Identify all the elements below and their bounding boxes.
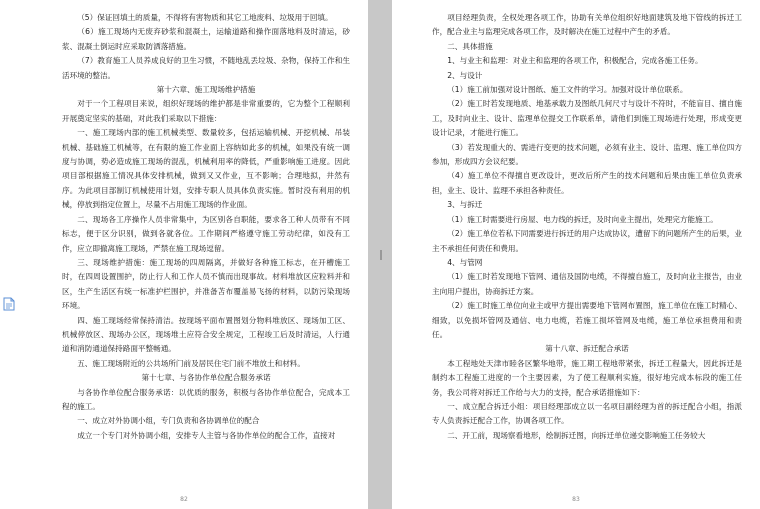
page-gutter-mark: [380, 250, 382, 260]
left-paragraph: 对于一个工程项目来说，组织好现场的维护都是非常重要的，它为整个工程顺利开展奠定坚实的基础，对此我们采取以下措施：: [62, 99, 350, 123]
document-icon[interactable]: [3, 296, 15, 310]
right-paragraph: （2）施工单位若私下同需要进行拆迁的用户达成协议，遭留下的问题所产生的后果，业主不承担任何责任和费用。: [432, 229, 742, 253]
right-paragraph: （2）施工时若发现地质、地基承载力及图纸几何尺寸与设计不符时，不能盲目、擅自施工，及时向业主、设计、监理单位提交工作联系单，请他们到施工现场进行处理，形成变更设计记录，才能进行施工。: [432, 99, 742, 138]
right-paragraph: （1）施工时若发现地下管网、通信及国防电缆，不得擅自施工，及时向业主报告，由业主向用户提出，协商拆迁方案。: [432, 272, 742, 296]
left-paragraph: （7）教育施工人员养成良好的卫生习惯，不随地乱丢垃圾、杂物，保持工作和生活环境的整洁。: [62, 56, 350, 80]
right-chapter-heading: 第十八章、拆迁配合承诺: [545, 344, 629, 354]
left-paragraph: （5）保证回填土的质量，不得将有害物质和其它工地废料、垃圾用于回填。: [77, 13, 333, 22]
left-paragraph: 四、施工现场经常保持清洁。按现场平面布置图划分物料堆放区、现场加工区、机械停放区、现场办公区，现场堆土应符合安全规定，工程竣工后及时清运，人行通道和消防通道保持路面平整畅通。: [62, 315, 350, 354]
right-paragraph: （1）施工前加强对设计图纸、施工文件的学习。加强对设计单位联系。: [447, 85, 688, 95]
left-paragraph: 三、现场维护措施：施工现场的四周隔离，并做好各种施工标志，在开槽施工时，在四周设置围护，防止行人和工作人员不慎而出现事故。材料堆放区应粒料并和区，生产生活区有统一标准护栏围护，并准备苫布覆盖易飞扬的材料，以防污染现场环境。: [62, 257, 350, 311]
right-paragraph: 4、与管网: [447, 257, 483, 267]
right-paragraph: （4）施工单位不得擅自更改设计，更改后所产生的技术问题和后果由施工单位负责承担，业主、设计、监理不承担各种责任。: [432, 171, 742, 195]
right-paragraph: （2）施工时施工单位向业主或甲方提出需要地下管网布置图，施工单位在施工时精心、细致，以免损坏管网及通信、电力电缆，若施工损坏管网及电缆，施工单位承担费用和责任。: [432, 301, 742, 339]
right-paragraph: 本工程地处天津市睦各区繁华地带，施工期工程地带紧张，拆迁工程量大，因此拆迁是制约本工程施工进度的一个主要因素，为了使工程顺利实施，很好地完成本标段的施工任务，我公司将对拆迁工作给与大力的支持，配合承诺措施如下：: [432, 358, 742, 397]
right-paragraph: （1）施工时需要进行房屋、电力线的拆迁，及时向业主提出，处理完方能施工。: [447, 214, 718, 224]
right-paragraph: 二、具体措施: [447, 41, 493, 51]
right-page-number: 83: [572, 496, 580, 503]
right-page-content: [432, 11, 742, 443]
left-page: [0, 0, 368, 509]
left-paragraph: 成立一个专门对外协调小组，安排专人主管与各协作单位的配合工作，直接对: [77, 430, 336, 440]
left-paragraph: 二、现场各工序操作人员非常集中，为区别各自职能，要求各工种人员带有不同标志，便于区分识别，做到各就各位。工作期间严格遵守施工劳动纪律，如没有工作，应立即撤离施工现场，严禁在施工现场逗留。: [62, 214, 350, 253]
left-page-content: [62, 11, 350, 443]
right-paragraph: 二、开工前，现场察看地形，绘制拆迁图，向拆迁单位递交影响施工任务较大: [447, 430, 706, 440]
left-page-number: 82: [180, 496, 188, 503]
right-paragraph: 2、与设计: [447, 70, 483, 80]
left-paragraph: 五、施工现场附近的公共场所门前及居民住宅门前不堆放土和材料。: [77, 358, 305, 368]
right-paragraph: （3）若发现重大的、需进行变更的技术问题，必须有业主、设计、监理、施工单位四方参加，形成四方会议纪要。: [432, 142, 742, 167]
left-chapter-heading: 第十七章、与各协作单位配合服务承诺: [141, 373, 271, 383]
left-paragraph: 一、施工现场内部的施工机械类型、数量较多，包括运输机械、开挖机械、吊装机械、基础施工机械等，在有限的施工作业面上容纳如此多的机械，如果没有统一调度与协调，势必造成施工现场的混乱，机械利用率的降低，严重影响施工进度。因此项目部根据施工情况具体安排机械，做到又又作业，互不影响；合理地拟，井然有序。为此项目部制订机械使用计划，安排专职人员具体负责实施。暂时没有利用的机械，停放到指定位置上，尽量不占用施工现场的作业面。: [62, 128, 350, 210]
right-paragraph: 1、与业主和监理：对业主和监理的各项工作，积极配合，完成各施工任务。: [447, 56, 703, 66]
left-paragraph: 一、成立对外协调小组，专门负责和各协调单位的配合: [77, 416, 260, 426]
right-paragraph: 一、成立配合拆迁小组：项目经理部成立以一名项目副经理为首的拆迁配合小组，指派专人负责拆迁配合工作，协调各项工作。: [432, 401, 742, 426]
right-paragraph: 3、与拆迁: [447, 200, 483, 210]
right-paragraph: 项目经理负责，全权处理各项工作，协助有关单位组织好地面建筑及地下管线的拆迁工作，配合业主与监理完成各项工作，及时解决在施工过程中产生的矛盾。: [432, 13, 742, 37]
left-paragraph: （6）施工现场内无废弃砂浆和混凝土，运输道路和操作面落地料及时清运，砂浆、混凝土倒运时应采取防洒落措施。: [62, 27, 350, 51]
right-page: [392, 0, 760, 509]
left-chapter-heading: 第十六章、施工现场维护措施: [156, 85, 256, 95]
left-paragraph: 与各协作单位配合服务承诺：以优质的服务，积极与各协作单位配合，完成本工程的施工。: [62, 387, 350, 411]
